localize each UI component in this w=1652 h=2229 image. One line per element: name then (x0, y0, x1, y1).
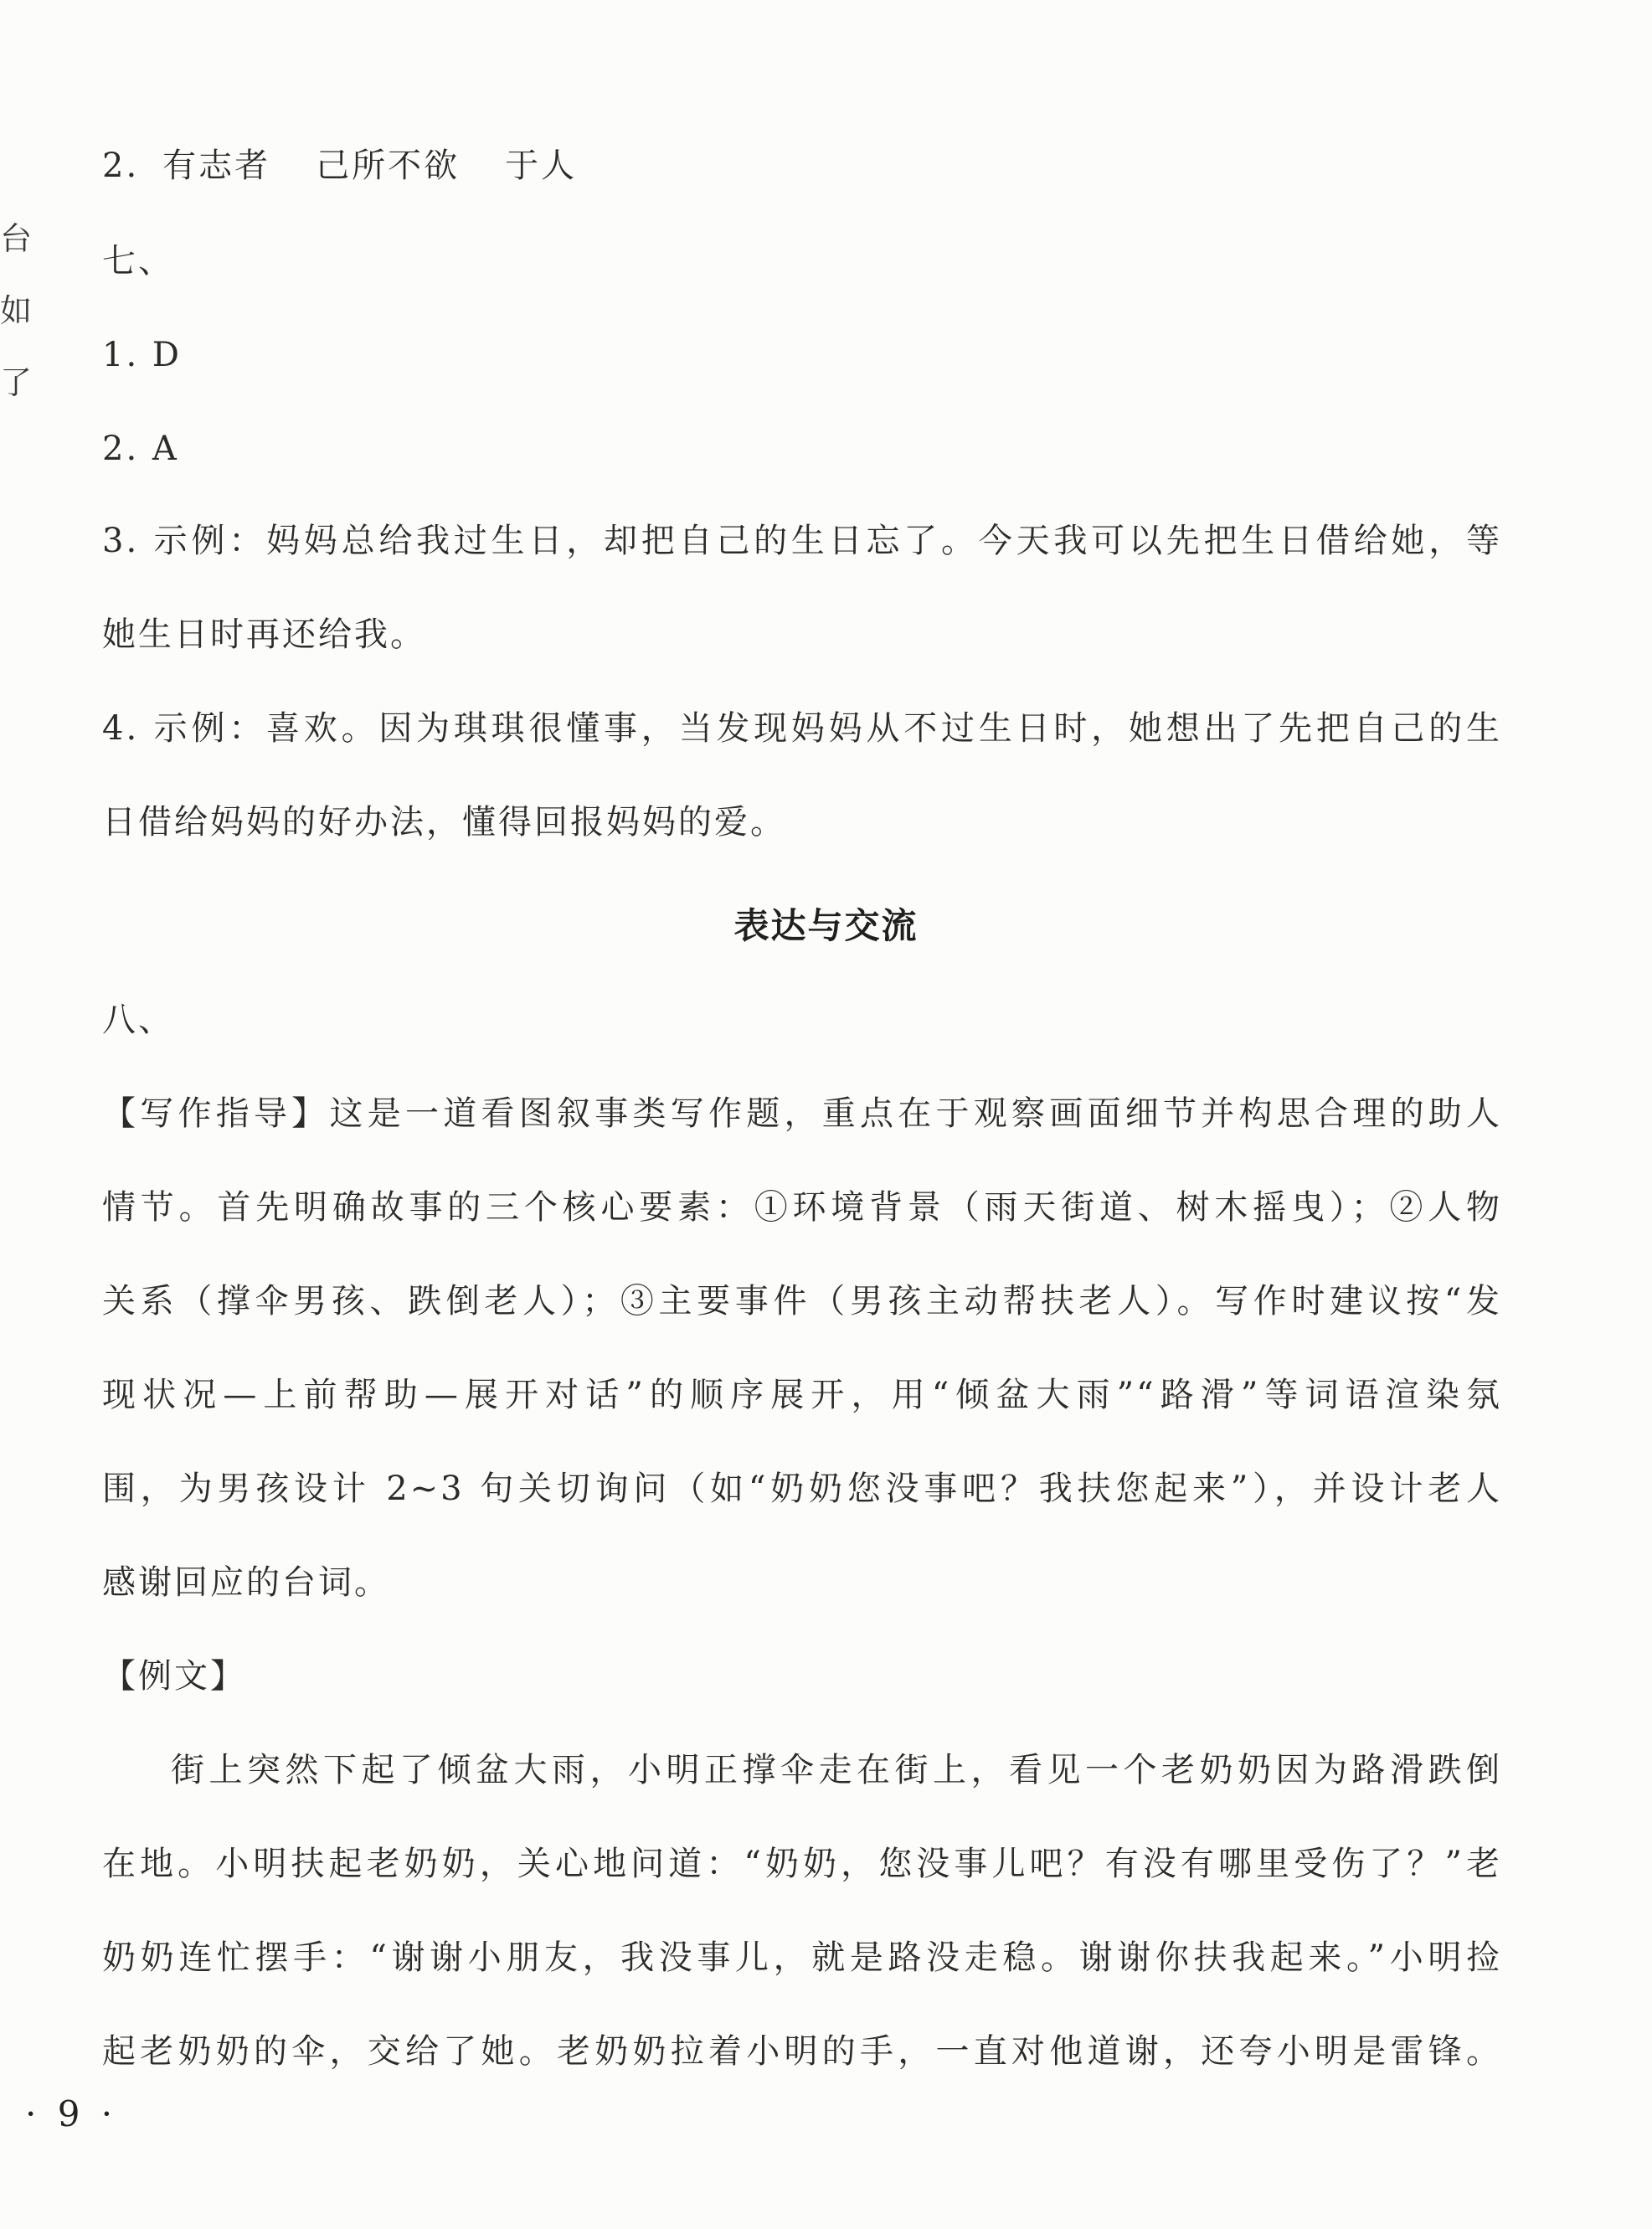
answer-blank: 己所不欲 (316, 147, 461, 185)
page-number: · 9 · (25, 2093, 118, 2134)
answer-6-2 (102, 144, 577, 188)
writing-guide-line: 情节。首先明确故事的三个核心要素：①环境背景（雨天街道、树木摇曳）；②人物 (102, 1188, 1502, 1227)
answer-number: 2. (102, 147, 140, 185)
writing-guide-line: 围，为男孩设计 2~3 句关切询问（如“奶奶您没事吧？我扶您起来”），并设计老人 (102, 1470, 1502, 1508)
section-heading: 表达与交流 (733, 905, 919, 946)
margin-char: 如 (0, 292, 33, 329)
answer-7-3-line1: 3. 示例：妈妈总给我过生日，却把自己的生日忘了。今天我可以先把生日借给她，等 (102, 522, 1502, 560)
section-7-label: 七、 (102, 242, 174, 281)
example-essay-line: 起老奶奶的伞，交给了她。老奶奶拉着小明的手，一直对他道谢，还夸小明是雷锋。 (102, 2032, 1502, 2071)
writing-guide-line: 关系（撑伞男孩、跌倒老人）；③主要事件（男孩主动帮扶老人）。写作时建议按“发 (102, 1282, 1502, 1320)
answer-7-4-line2: 日借给妈妈的好办法，懂得回报妈妈的爱。 (102, 803, 786, 842)
writing-guide-line: 【写作指导】这是一道看图叙事类写作题，重点在于观察画面细节并构思合理的助人 (102, 1094, 1502, 1133)
example-essay-line: 奶奶连忙摆手：“谢谢小朋友，我没事儿，就是路没走稳。谢谢你扶我起来。”小明捡 (102, 1938, 1502, 1977)
answer-7-4-line1: 4. 示例：喜欢。因为琪琪很懂事，当发现妈妈从不过生日时，她想出了先把自己的生 (102, 709, 1502, 748)
example-essay-line: 街上突然下起了倾盆大雨，小明正撑伞走在街上，看见一个老奶奶因为路滑跌倒 (171, 1751, 1502, 1789)
margin-char: 了 (0, 364, 33, 401)
answer-blank: 有志者 (162, 147, 271, 185)
margin-char: 台 (0, 220, 33, 257)
writing-guide-line: 现状况—上前帮助—展开对话”的顺序展开，用“倾盆大雨”“路滑”等词语渲染氛 (102, 1376, 1502, 1414)
answer-7-2: 2. A (102, 430, 179, 468)
example-label: 【例文】 (102, 1657, 246, 1696)
writing-guide-line: 感谢回应的台词。 (102, 1563, 390, 1602)
answer-7-3-line2: 她生日时再还给我。 (102, 615, 426, 654)
section-8-label: 八、 (102, 1001, 174, 1039)
answer-7-1: 1. D (102, 336, 182, 374)
example-essay-line: 在地。小明扶起老奶奶，关心地问道：“奶奶，您没事儿吧？有没有哪里受伤了？”老 (102, 1845, 1502, 1883)
answer-blank: 于人 (505, 147, 578, 185)
